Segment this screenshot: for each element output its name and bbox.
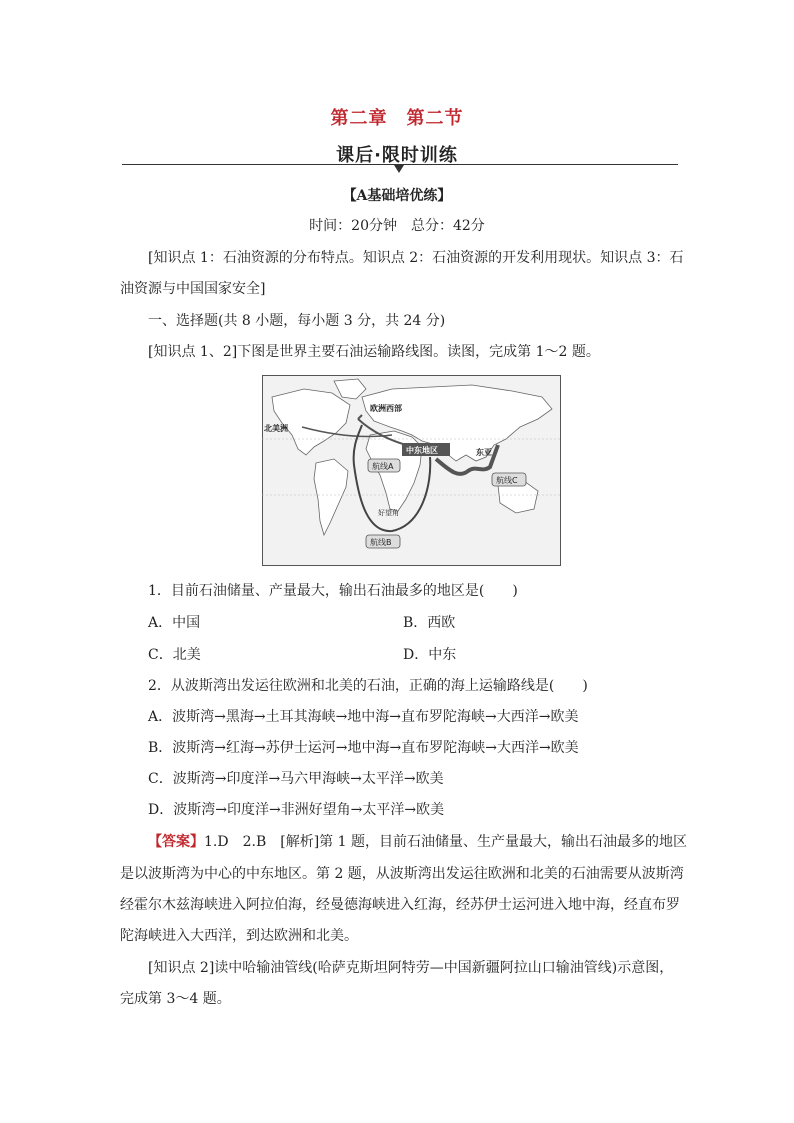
label-cape: 好望角 xyxy=(378,509,399,517)
q1-option-c: C．北美 xyxy=(148,647,201,663)
part1-heading: 一、选择题(共 8 小题，每小题 3 分，共 24 分) xyxy=(148,313,446,329)
answer-line2: 是以波斯湾为中心的中东地区。第 2 题，从波斯湾出发运往欧洲和北美的石油需要从波斯湾 xyxy=(120,866,684,882)
part2-line2: 完成第 3～4 题。 xyxy=(120,991,231,1007)
q1-stem: 1．目前石油储量、产量最大，输出石油最多的地区是( ) xyxy=(148,583,518,599)
answer-line3: 经霍尔木兹海峡进入阿拉伯海，经曼德海峡进入红海，经苏伊士运河进入地中海，经直布罗 xyxy=(120,897,680,913)
part2-line1: [知识点 2]读中哈输油管线(哈萨克斯坦阿特劳—中国新疆阿拉山口输油管线)示意图， xyxy=(148,960,674,976)
time-info: 时间：20分钟 总分：42分 xyxy=(309,218,485,234)
q2-option-c: C．波斯湾→印度洋→马六甲海峡→太平洋→欧美 xyxy=(148,771,444,787)
label-route-a: 航线A xyxy=(372,462,394,471)
label-north-america: 北美洲 xyxy=(264,424,288,433)
section-label: 【A基础培优练】 xyxy=(342,188,452,204)
answer-line1-text: 1.D 2.B [解析]第 1 题，目前石油储量、生产量最大，输出石油最多的地区 xyxy=(204,834,687,850)
label-east-asia: 东亚 xyxy=(476,448,492,457)
q2-option-d: D．波斯湾→印度洋→非洲好望角→太平洋→欧美 xyxy=(148,802,445,818)
answer-tag: 【答案】 xyxy=(148,834,204,850)
part1-intro: [知识点 1、2]下图是世界主要石油运输路线图。读图，完成第 1～2 题。 xyxy=(148,344,600,360)
q1-option-d: D．中东 xyxy=(403,647,457,663)
divider-arrow-icon xyxy=(394,165,404,173)
q1-option-b: B．西欧 xyxy=(403,615,456,631)
label-middle-east: 中东地区 xyxy=(406,446,438,455)
q2-stem: 2．从波斯湾出发运往欧洲和北美的石油，正确的海上运输路线是( ) xyxy=(148,678,588,694)
answer-line1 xyxy=(148,832,687,852)
q1-option-a: A．中国 xyxy=(148,615,201,631)
knowledge-points-line1: [知识点 1：石油资源的分布特点。知识点 2：石油资源的开发利用现状。知识点 3：石 xyxy=(148,250,684,266)
label-route-b: 航线B xyxy=(370,538,392,547)
section-subtitle: 课后·限时训练 xyxy=(336,145,458,166)
oil-route-map xyxy=(262,375,561,566)
q2-option-a: A．波斯湾→黑海→土耳其海峡→地中海→直布罗陀海峡→大西洋→欧美 xyxy=(148,709,579,725)
knowledge-points-line2: 油资源与中国国家安全] xyxy=(120,281,266,297)
q2-option-b: B．波斯湾→红海→苏伊士运河→地中海→直布罗陀海峡→大西洋→欧美 xyxy=(148,740,579,756)
label-europe: 欧洲西部 xyxy=(370,404,402,413)
answer-line4: 陀海峡进入大西洋，到达欧洲和北美。 xyxy=(120,928,358,944)
label-route-c: 航线C xyxy=(496,476,518,485)
chapter-title: 第二章 第二节 xyxy=(330,108,464,129)
